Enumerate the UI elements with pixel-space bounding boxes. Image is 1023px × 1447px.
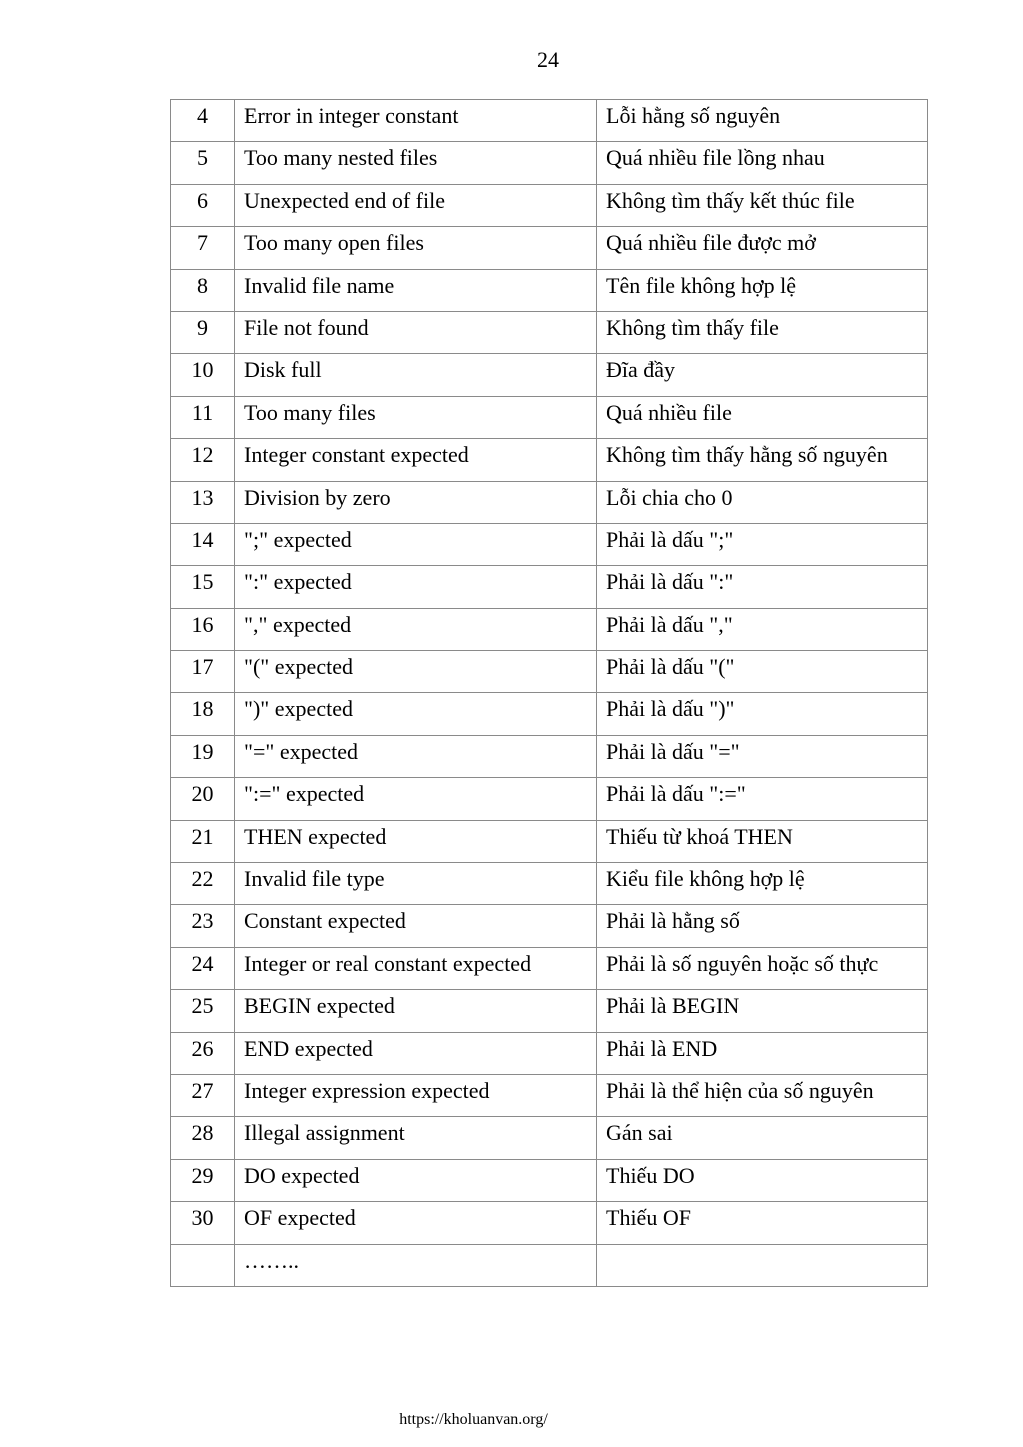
table-row — [171, 1074, 928, 1116]
table-row — [171, 905, 928, 947]
error-number-cell: 12 — [171, 439, 235, 481]
english-message-cell: "(" expected — [235, 651, 597, 693]
vietnamese-message-cell: Gán sai — [597, 1117, 928, 1159]
table-row — [171, 1159, 928, 1201]
english-message-cell: Constant expected — [235, 905, 597, 947]
vietnamese-message-cell: Lỗi hằng số nguyên — [597, 100, 928, 142]
vietnamese-message-cell: Phải là dấu ":" — [597, 566, 928, 608]
table-row — [171, 142, 928, 184]
vietnamese-message-cell: Lỗi chia cho 0 — [597, 481, 928, 523]
english-message-cell: Disk full — [235, 354, 597, 396]
error-number-cell: 6 — [171, 184, 235, 226]
english-message-cell: DO expected — [235, 1159, 597, 1201]
vietnamese-message-cell — [597, 1244, 928, 1286]
error-number-cell: 16 — [171, 608, 235, 650]
error-number-cell: 5 — [171, 142, 235, 184]
vietnamese-message-cell: Phải là thể hiện của số nguyên — [597, 1074, 928, 1116]
english-message-cell: Integer expression expected — [235, 1074, 597, 1116]
table-row — [171, 1117, 928, 1159]
table-row — [171, 820, 928, 862]
vietnamese-message-cell: Không tìm thấy file — [597, 311, 928, 353]
error-number-cell: 23 — [171, 905, 235, 947]
table-row — [171, 100, 928, 142]
table-row — [171, 523, 928, 565]
english-message-cell: Too many files — [235, 396, 597, 438]
table-row — [171, 863, 928, 905]
english-message-cell: "," expected — [235, 608, 597, 650]
vietnamese-message-cell: Phải là END — [597, 1032, 928, 1074]
error-number-cell: 27 — [171, 1074, 235, 1116]
table-row — [171, 1032, 928, 1074]
vietnamese-message-cell: Thiếu từ khoá THEN — [597, 820, 928, 862]
table-row — [171, 990, 928, 1032]
vietnamese-message-cell: Không tìm thấy hằng số nguyên — [597, 439, 928, 481]
error-number-cell: 22 — [171, 863, 235, 905]
table-row — [171, 693, 928, 735]
english-message-cell: END expected — [235, 1032, 597, 1074]
table-row — [171, 439, 928, 481]
error-number-cell: 7 — [171, 227, 235, 269]
table-row — [171, 227, 928, 269]
english-message-cell: Illegal assignment — [235, 1117, 597, 1159]
error-number-cell: 21 — [171, 820, 235, 862]
vietnamese-message-cell: Quá nhiều file lồng nhau — [597, 142, 928, 184]
vietnamese-message-cell: Phải là dấu "(" — [597, 651, 928, 693]
table-row — [171, 1202, 928, 1244]
error-number-cell: 14 — [171, 523, 235, 565]
table-row — [171, 1244, 928, 1286]
english-message-cell: Too many nested files — [235, 142, 597, 184]
error-number-cell: 10 — [171, 354, 235, 396]
english-message-cell: "=" expected — [235, 735, 597, 777]
footer-url: https://kholuanvan.org/ — [399, 1411, 548, 1428]
error-number-cell: 11 — [171, 396, 235, 438]
error-number-cell: 20 — [171, 778, 235, 820]
english-message-cell: BEGIN expected — [235, 990, 597, 1032]
english-message-cell: Invalid file type — [235, 863, 597, 905]
error-number-cell: 28 — [171, 1117, 235, 1159]
error-number-cell: 30 — [171, 1202, 235, 1244]
english-message-cell: Integer constant expected — [235, 439, 597, 481]
vietnamese-message-cell: Phải là BEGIN — [597, 990, 928, 1032]
english-message-cell: …….. — [235, 1244, 597, 1286]
english-message-cell: File not found — [235, 311, 597, 353]
table-row — [171, 778, 928, 820]
table-row — [171, 651, 928, 693]
error-number-cell: 26 — [171, 1032, 235, 1074]
vietnamese-message-cell: Phải là dấu ";" — [597, 523, 928, 565]
vietnamese-message-cell: Thiếu OF — [597, 1202, 928, 1244]
vietnamese-message-cell: Tên file không hợp lệ — [597, 269, 928, 311]
english-message-cell: Too many open files — [235, 227, 597, 269]
table-row — [171, 608, 928, 650]
error-number-cell: 8 — [171, 269, 235, 311]
english-message-cell: Invalid file name — [235, 269, 597, 311]
vietnamese-message-cell: Phải là dấu ")" — [597, 693, 928, 735]
error-number-cell: 4 — [171, 100, 235, 142]
english-message-cell: THEN expected — [235, 820, 597, 862]
english-message-cell: OF expected — [235, 1202, 597, 1244]
error-number-cell: 17 — [171, 651, 235, 693]
table-row — [171, 947, 928, 989]
vietnamese-message-cell: Đĩa đầy — [597, 354, 928, 396]
vietnamese-message-cell: Phải là dấu "=" — [597, 735, 928, 777]
error-number-cell — [171, 1244, 235, 1286]
error-number-cell: 19 — [171, 735, 235, 777]
table-row — [171, 735, 928, 777]
english-message-cell: Unexpected end of file — [235, 184, 597, 226]
error-number-cell: 18 — [171, 693, 235, 735]
error-number-cell: 13 — [171, 481, 235, 523]
vietnamese-message-cell: Kiểu file không hợp lệ — [597, 863, 928, 905]
vietnamese-message-cell: Phải là dấu "," — [597, 608, 928, 650]
vietnamese-message-cell: Phải là dấu ":=" — [597, 778, 928, 820]
table-row — [171, 269, 928, 311]
vietnamese-message-cell: Quá nhiều file — [597, 396, 928, 438]
table-row — [171, 396, 928, 438]
error-number-cell: 15 — [171, 566, 235, 608]
english-message-cell: ";" expected — [235, 523, 597, 565]
english-message-cell: ")" expected — [235, 693, 597, 735]
vietnamese-message-cell: Quá nhiều file được mở — [597, 227, 928, 269]
vietnamese-message-cell: Thiếu DO — [597, 1159, 928, 1201]
error-number-cell: 9 — [171, 311, 235, 353]
table-row — [171, 311, 928, 353]
table-row — [171, 481, 928, 523]
error-number-cell: 24 — [171, 947, 235, 989]
english-message-cell: Error in integer constant — [235, 100, 597, 142]
english-message-cell: ":" expected — [235, 566, 597, 608]
table-row — [171, 566, 928, 608]
english-message-cell: Division by zero — [235, 481, 597, 523]
table-row — [171, 354, 928, 396]
vietnamese-message-cell: Phải là hằng số — [597, 905, 928, 947]
table-row — [171, 184, 928, 226]
error-code-table — [170, 99, 928, 1287]
page-number: 24 — [537, 47, 559, 72]
error-number-cell: 29 — [171, 1159, 235, 1201]
error-number-cell: 25 — [171, 990, 235, 1032]
english-message-cell: ":=" expected — [235, 778, 597, 820]
vietnamese-message-cell: Không tìm thấy kết thúc file — [597, 184, 928, 226]
error-code-table-body — [171, 100, 928, 1287]
vietnamese-message-cell: Phải là số nguyên hoặc số thực — [597, 947, 928, 989]
english-message-cell: Integer or real constant expected — [235, 947, 597, 989]
